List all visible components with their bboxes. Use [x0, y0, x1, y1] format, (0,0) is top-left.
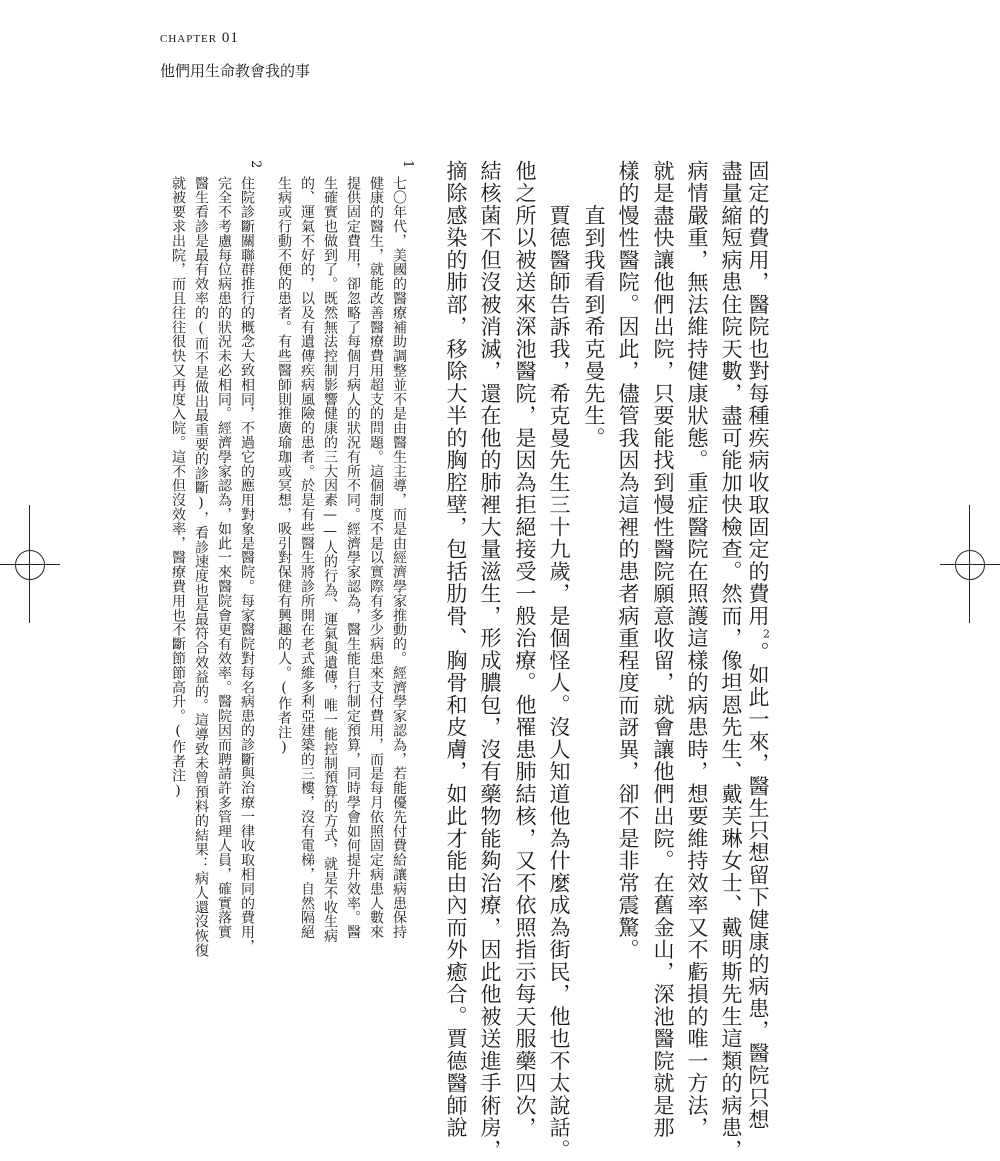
footnote-1-line-6: 生病或行動不便的患者。有些醫師則推廣瑜珈或冥想，吸引對保健有興趣的人。(作者注): [276, 176, 292, 756]
footnote-1-line-3: 提供固定費用，卻忽略了每個月病人的狀況有所不同。經濟學家認為，醫生能自行制定預算，同時學會如何提升效率。醫: [345, 176, 361, 940]
footnote-1-line-2: 健康的醫生，就能改善醫療費用超支的問題。這個制度不是以實際有多少病患來支付費用，而是每月依照固定病患人數來: [368, 176, 384, 940]
footnote-1-line-1: 七〇年代，美國的醫療補助調整並不是由醫生主導，而是由經濟學家推動的。經濟學家認為，若能優先付費給讓病患保持: [391, 176, 407, 940]
body-column-1: 固定的費用，醫院也對每種疾病收取固定的費用$^2$。如此一來，醫生只想留下健康的病患，醫院只想: [746, 160, 773, 1131]
body-column-8: 他之所以被送來深池醫院，是因為拒絕接受一般治療。他罹患肺結核，又不依照指示每天服藥四次，: [513, 160, 537, 1139]
footnote-2-line-4: 就被要求出院，而且往往很快又再度入院。這不但沒效率，醫療費用也不斷節節高升。(作者注): [170, 176, 186, 800]
footnote-2-line-1: 住院診斷關聯群推行的概念大致相同，不過它的應用對象是醫院。每家醫院對每名病患的診斷與治療一律收取相同的費用，: [239, 176, 255, 954]
footnote-ref-2: 2: [760, 627, 773, 642]
footnote-1-number: 1: [400, 160, 415, 169]
body-column-6: 直到我看到希克曼先生。: [582, 160, 606, 450]
chapter-title: 他們用生命教會我的事: [160, 62, 311, 80]
body-column-3: 病情嚴重，無法維持健康狀態。重症醫院在照護這樣的病患時，想要維持效率又不虧損的唯一方法，: [685, 160, 709, 1139]
registration-mark-left: [0, 505, 60, 623]
registration-mark-right: [940, 505, 1000, 623]
body-column-4: 就是盡快讓他們出院，只要能找到慢性醫院願意收留，就會讓他們出院。在舊金山，深池醫院就是那: [651, 160, 675, 1139]
footnote-1-line-4: 生確實也做到了。既然無法控制影響健康的三大因素——人的行為、運氣與遺傳，唯一能控制預算的方式，就是不收生病: [322, 176, 338, 944]
footnote-2-number: 2: [248, 160, 263, 169]
body-column-2: 盡量縮短病患住院天數，盡可能加快檢查。然而，像坦恩先生、戴芙琳女士、戴明斯先生這類的病患，: [719, 160, 743, 1161]
footnote-2-line-3: 醫生看診是最有效率的(而不是做出最重要的診斷)，看診速度也是最符合效益的。這導致未曾預料的結果：病人還沒恢復: [193, 176, 209, 958]
body-column-7: 賈德醫師告訴我，希克曼先生三十九歲，是個怪人。沒人知道他為什麼成為街民，他也不太說話。: [547, 160, 571, 1161]
chapter-label: chapter 01: [160, 30, 239, 46]
footnote-2-line-2: 完全不考慮每位病患的狀況未必相同。經濟學家認為，如此一來醫院會更有效率。醫院因而聘請許多管理人員，確實落實: [216, 176, 232, 940]
body-column-5: 樣的慢性醫院。因此，儘管我因為這裡的患者病重程度而訝異，卻不是非常震驚。: [616, 160, 640, 961]
body-column-9: 結核菌不但沒被消滅，還在他的肺裡大量滋生，形成膿包，沒有藥物能夠治療，因此他被送進手術房，: [478, 160, 502, 1161]
footnote-1-line-5: 的、運氣不好的，以及有遺傳疾病風險的患者。於是有些醫生將診所開在老式維多利亞建築的三樓，沒有電梯，自然隔絕: [299, 176, 315, 940]
body-column-10: 摘除感染的肺部，移除大半的胸腔壁，包括肋骨、胸骨和皮膚，如此才能由內而外癒合。賈德醫師說: [444, 160, 468, 1139]
